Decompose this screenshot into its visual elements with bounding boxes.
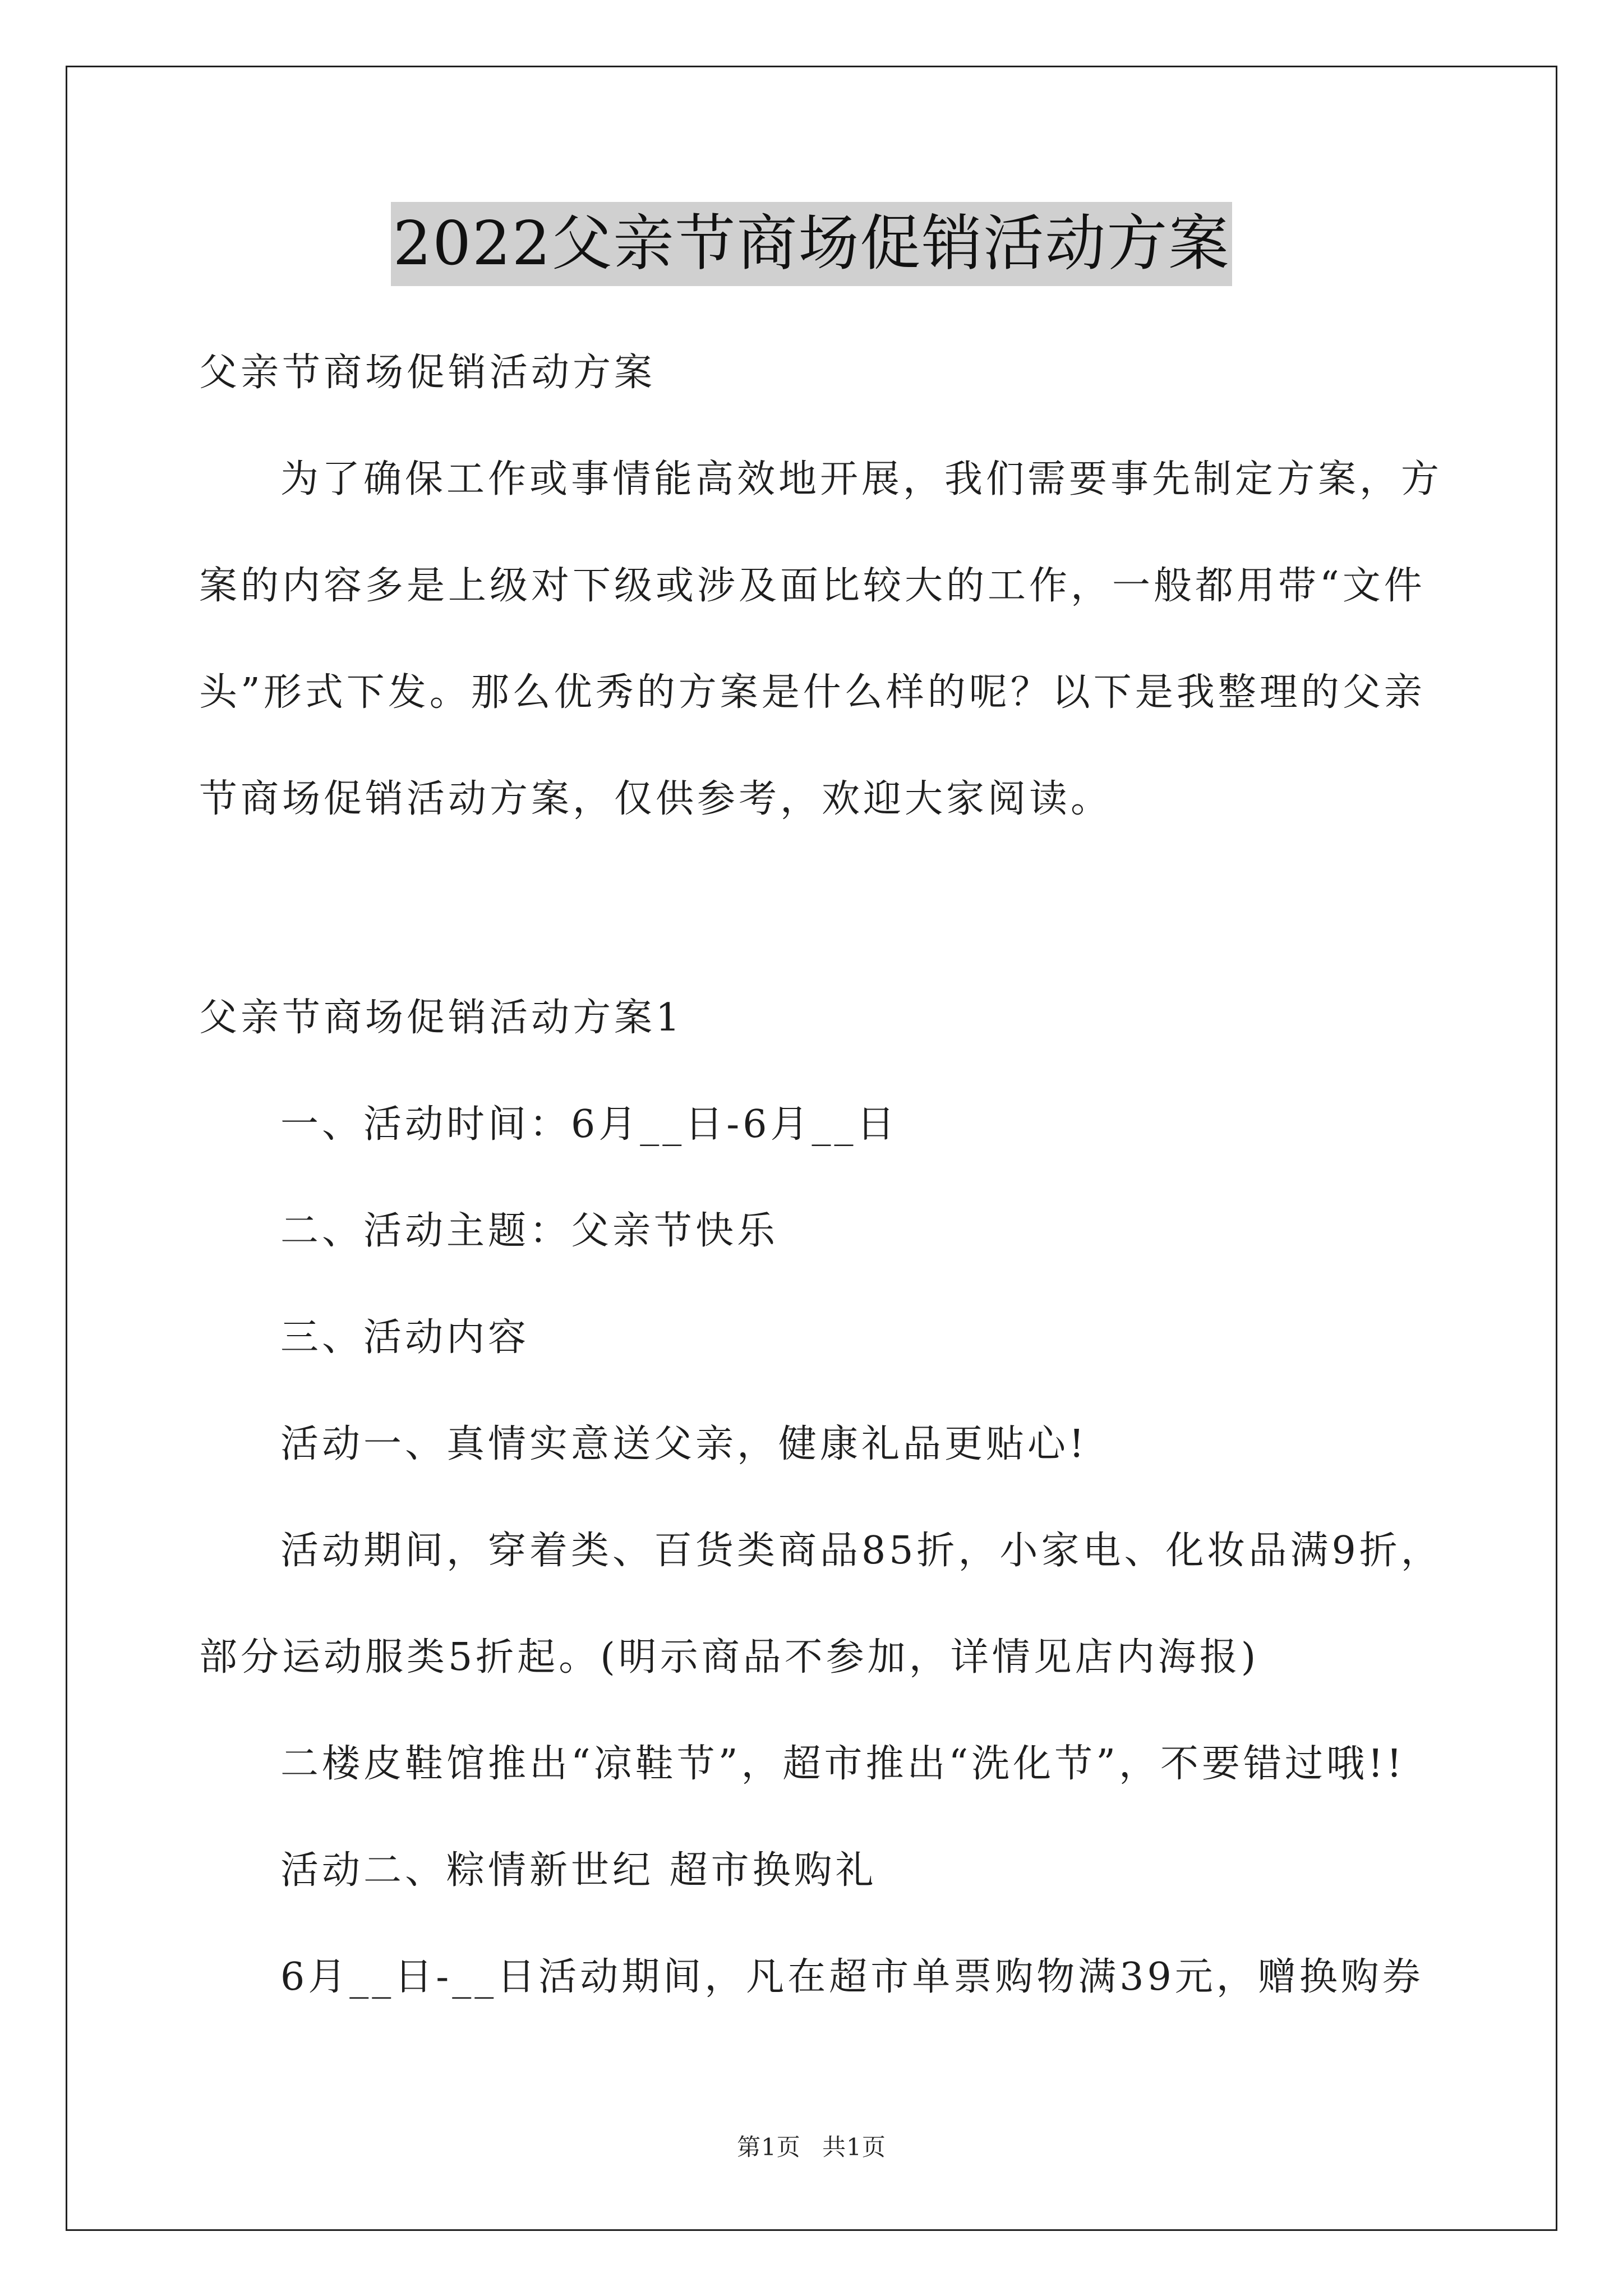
body-line: 活动期间，穿着类、百货类商品85折，小家电、化妆品满9折， (280, 1529, 1442, 1573)
body-line: 父亲节商场促销活动方案 (199, 351, 656, 395)
page-footer (0, 2129, 1623, 2162)
body-line: 一、活动时间：6月__日-6月__日 (280, 1102, 898, 1147)
body-line: 为了确保工作或事情能高效地开展，我们需要事先制定方案，方 (280, 457, 1443, 501)
body-line: 二楼皮鞋馆推出“凉鞋节”，超市推出“洗化节”，不要错过哦!! (280, 1742, 1405, 1786)
body-line: 三、活动内容 (280, 1315, 530, 1360)
page-total: 共1页 (822, 2133, 886, 2161)
title-container (0, 202, 1623, 286)
body-line: 6月__日-__日活动期间，凡在超市单票购物满39元，赠换购券 (280, 1955, 1424, 1999)
body-line: 父亲节商场促销活动方案1 (199, 996, 684, 1040)
body-line: 活动一、真情实意送父亲，健康礼品更贴心! (280, 1422, 1088, 1466)
page-number: 第1页 (737, 2133, 801, 2161)
body-line: 节商场促销活动方案，仅供参考，欢迎大家阅读。 (199, 777, 1113, 821)
body-line: 头”形式下发。那么优秀的方案是什么样的呢？以下是我整理的父亲 (199, 670, 1426, 715)
body-line: 部分运动服类5折起。(明示商品不参加，详情见店内海报) (199, 1635, 1260, 1680)
body-line: 二、活动主题：父亲节快乐 (280, 1209, 779, 1253)
document-title: 2022父亲节商场促销活动方案 (391, 202, 1233, 286)
body-line: 活动二、粽情新世纪 超市换购礼 (280, 1848, 877, 1893)
body-line: 案的内容多是上级对下级或涉及面比较大的工作，一般都用带“文件 (199, 564, 1426, 608)
